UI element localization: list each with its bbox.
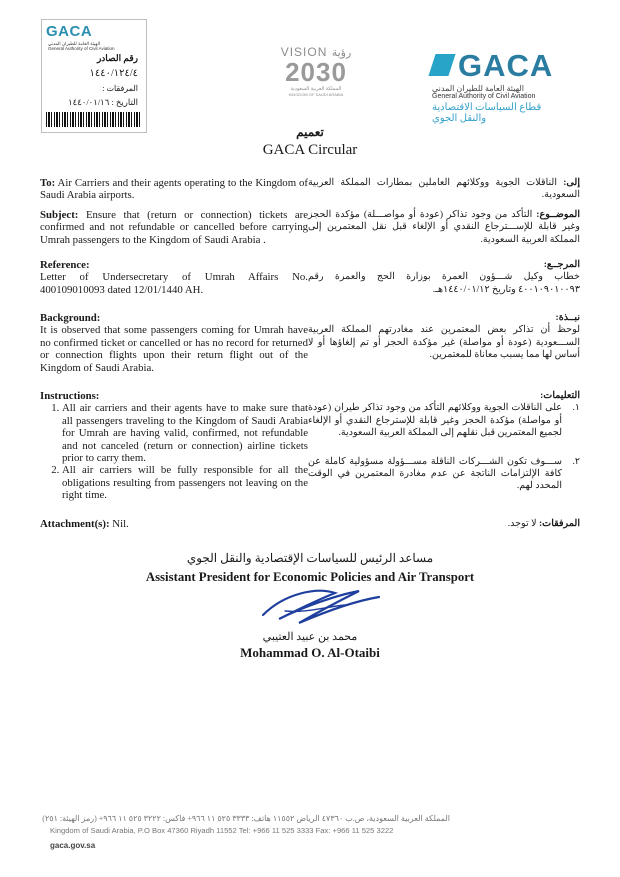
instructions-label: Instructions:: [40, 390, 100, 402]
footer-website-link[interactable]: gaca.gov.sa: [50, 841, 96, 850]
to-section-ar: [308, 177, 580, 202]
gaca-logo-block: [432, 48, 572, 124]
instructions-label-ar: التعليمات:: [540, 390, 580, 401]
attachments-section-en: [40, 518, 308, 530]
reference-text: Letter of Undersecretary of Umrah Affairs No. 400109010093 dated 12/01/1440 AH.: [40, 271, 308, 296]
vision-word-ar: رؤية: [331, 47, 352, 59]
attachments-text-ar: لا توجد.: [507, 518, 537, 529]
reference-text-ar: خطاب وكيل شـــؤون العمرة بوزارة الحج والعمرة رقم ٤٠٠١٠٩٠١٠٠٩٣ وتاريخ ١٤٤٠/٠١/١٢هـ.: [308, 271, 580, 295]
issue-date: التاريخ : ١٤٤٠/٠١/١٦: [68, 97, 138, 107]
instructions-section-en: [40, 390, 308, 502]
to-text-ar: الناقلات الجوية ووكلائهم العاملين بمطارات المملكة العربية السعودية.: [308, 177, 580, 201]
instruction-number-ar-1: ١.: [572, 402, 580, 414]
attachments-text: Nil.: [112, 518, 129, 530]
footer-address-en: Kingdom of Saudi Arabia, P.O Box 47360 Riyadh 11552 Tel: +966 11 525 3333 Fax: +966 11 525 3222: [50, 826, 394, 835]
subject-section-en: [40, 209, 308, 246]
signatory-title: Assistant President for Economic Policies and Air Transport: [145, 570, 475, 584]
signatory-title-ar: مساعد الرئيس للسياسات الإقتصادية والنقل الجوي: [186, 551, 434, 565]
issue-number-label: رقم الصادر: [96, 53, 138, 63]
gaca-sector-ar-1: قطاع السياسات الاقتصادية: [432, 102, 542, 113]
reference-label-ar: المرجــع:: [543, 259, 580, 270]
reference-section-ar: [308, 259, 580, 296]
vision-country-en: KINGDOM OF SAUDI ARABIA: [288, 92, 344, 97]
to-label-ar: إلى:: [563, 177, 580, 188]
subject-text-ar: التأكد من وجود تذاكر (عودة أو مواصـــلة) مؤكدة الحجز وغير قابلة للإســـترجاع النقدي أو الإلغاء قبل نقل المعتمرين إلى المملكة العربية السعودية.: [308, 209, 580, 245]
subject-label-ar: الموضــوع:: [536, 209, 581, 220]
background-section-ar: [308, 312, 580, 362]
instruction-item-1: 1. All air carriers and their agents have to make sure that all passengers traveling to the Kingdom of Saudi Arabia for Umrah are having valid, confirmed, not refundable and not canceled (return or connection) airline tickets prior to carry them.: [62, 402, 308, 464]
background-text-ar: لوحظ أن تذاكر بعض المعتمرين عند مغادرتهم المملكة العربية الســـعودية (عودة أو مواصلة) غير مؤكدة الحجز أو تم إلغاؤها أو لا أساس لها مما يسبب معاناة للمعتمرين.: [308, 324, 580, 361]
circular-title: GACA Circular: [262, 142, 358, 158]
attachments-label-en: Attachment(s):: [40, 518, 110, 530]
instruction-item-ar-2: ٢. ســـوف تكون الشـــركات الناقلة مســـؤولة مسؤولية كاملة عن كافة الإلتزامات الناتجة عن عدم مغادرة المعتمرين في الوقت المحدد لهم.: [308, 455, 580, 492]
subject-label: Subject:: [40, 209, 79, 221]
vision-country-ar: المملكة العربية السعودية: [290, 86, 342, 92]
footer-address-ar: المملكة العربية السعودية، ص.ب ٤٧٣٦٠ الرياض ١١٥٥٢ هاتف: ٣٣٣٣ ٥٢٥ ١١ ٩٦٦+ فاكس: ٣٢٢٢ ٥٢٥ ١١ ٩٦٦+ (رمز الهيئة: ٢٥١): [42, 814, 450, 823]
issue-number: ١٤٤٠/١٢٤/٤: [89, 68, 138, 79]
attachments-label: المرفقات :: [102, 84, 138, 93]
vision-year: 2030: [285, 57, 347, 87]
attachments-section-ar: [308, 518, 580, 530]
subject-text: Ensure that (return or connection) tickets are confirmed and not refundable or cancelled before carrying Umrah passengers to the Kingdom of Saudi Arabia .: [40, 209, 308, 246]
signatory-name: Mohammad O. Al-Otaibi: [240, 645, 380, 660]
reference-section-en: [40, 259, 308, 296]
background-text: It is observed that some passengers coming for Umrah have no confirmed ticket or cancelled or has no record for returned or connection flights upon their return flight out of the Kingdom of Saudi Arabia.: [40, 324, 308, 374]
to-text: Air Carriers and their agents operating to the Kingdom of Saudi Arabia airports.: [40, 177, 309, 202]
to-section-en: [40, 177, 308, 202]
instructions-section-ar: [308, 390, 580, 503]
reference-label: Reference:: [40, 259, 90, 271]
stamp-gaca-logo: GACA: [46, 23, 93, 40]
vision-word: VISION: [280, 45, 328, 59]
instruction-item-2: 2. All air carriers will be fully responsible for all the obligations resulting from passengers not leaving on the right time.: [62, 464, 308, 501]
background-label: Background:: [40, 312, 101, 324]
vision-2030-logo: [270, 45, 362, 97]
background-label-ar: نبــذة:: [555, 312, 580, 323]
gaca-emblem-icon: [428, 54, 455, 76]
gaca-logo: GACA: [458, 48, 554, 83]
background-section-en: [40, 312, 308, 374]
circular-title-ar: تعميم: [296, 125, 324, 139]
subject-section-ar: [308, 209, 580, 246]
attachments-label-ar: المرفقات:: [538, 518, 580, 529]
gaca-authority-ar: الهيئة العامة للطيران المدني: [432, 84, 524, 93]
instruction-item-ar-1: ١. على الناقلات الجوية ووكلائهم التأكد من وجود تذاكر طيران (عودة أو مواصلة) مؤكدة الحجز وغير قابلة للإسترجاع النقدي أو الإلغاء لجميع المعتمرين قبل نقلهم إلى المملكة العربية السعودية.: [308, 402, 580, 439]
stamp-authority: الهيئة العامة للطيران المدني General Authority of Civil Aviation: [48, 41, 115, 51]
gaca-sector-ar-2: والنقل الجوي: [432, 113, 487, 124]
gaca-authority-en: General Authority of Civil Aviation: [432, 93, 536, 100]
signatory-name-ar: محمد بن عبيد العتيبي: [262, 631, 358, 643]
instruction-number-ar-2: ٢.: [572, 455, 580, 467]
issue-stamp: [41, 19, 147, 133]
handwritten-signature: [255, 585, 385, 633]
to-label: To:: [40, 177, 56, 189]
